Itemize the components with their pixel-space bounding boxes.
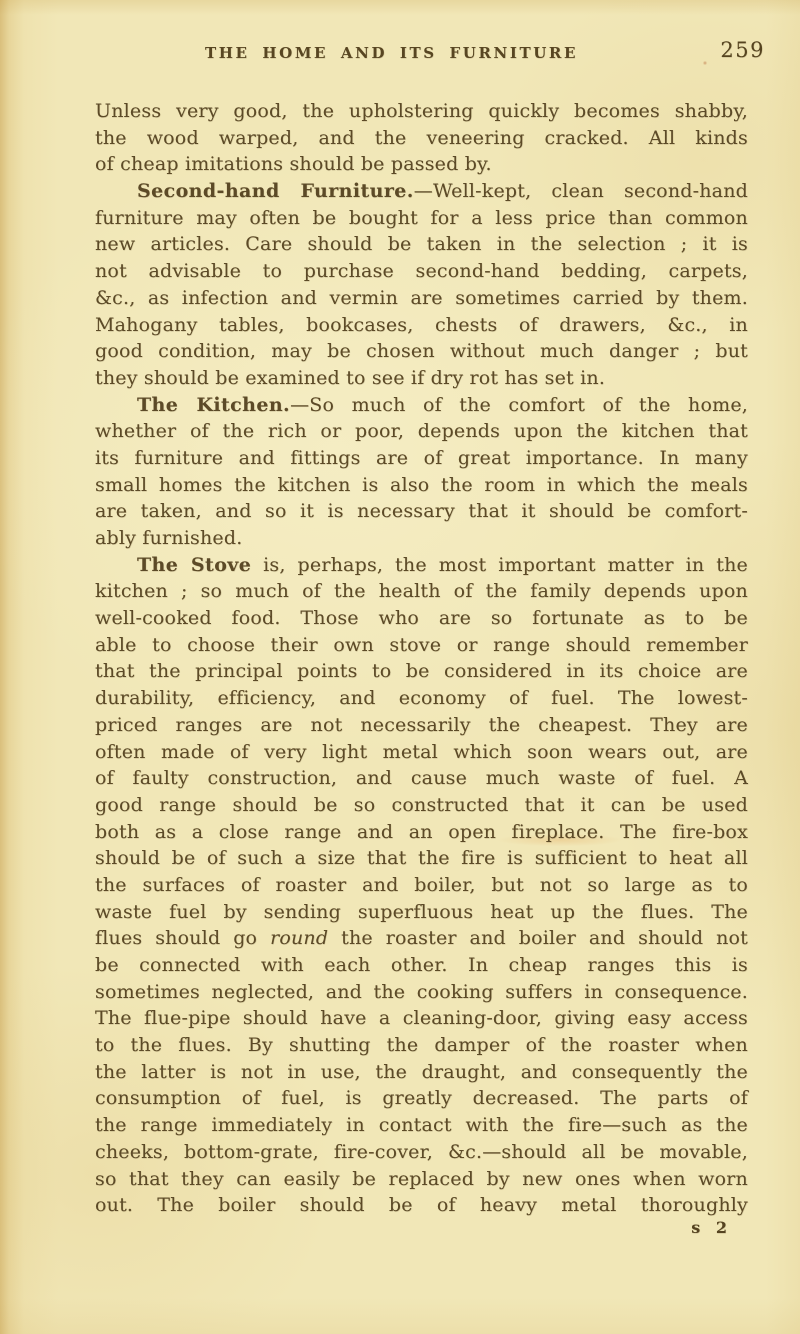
paragraph-lead: The Stove: [137, 553, 252, 576]
running-title: THE HOME AND ITS FURNITURE: [205, 44, 578, 62]
text-segment: whether of the rich or poor, depends upon the kitchen that: [95, 420, 748, 443]
text-segment: that the principal points to be considered in its choice are: [95, 660, 748, 683]
text-line: [95, 498, 748, 525]
paragraph: [95, 178, 748, 392]
text-line: [95, 578, 748, 605]
text-segment: out. The boiler should be of heavy metal thoroughly: [95, 1194, 748, 1217]
text-segment: Unless very good, the upholstering quickly becomes shabby,: [95, 100, 748, 122]
text-segment: consumption of fuel, is greatly decreased. The parts of: [95, 1087, 748, 1110]
text-line: [95, 739, 748, 766]
text-line: [95, 899, 748, 926]
text-segment: the roaster and boiler and should not: [328, 927, 748, 950]
text-segment: of faulty construction, and cause much waste of fuel. A: [95, 767, 748, 790]
page-header: [95, 38, 765, 74]
text-line: [95, 605, 748, 632]
text-segment: ably furnished.: [95, 527, 243, 549]
text-line: [95, 685, 748, 712]
text-line: [95, 472, 748, 499]
text-segment: the wood warped, and the veneering cracked. All kinds: [95, 126, 748, 149]
text-segment: able to choose their own stove or range should remember: [95, 633, 748, 656]
text-segment: The flue-pipe should have a cleaning-door, giving easy access: [95, 1007, 748, 1030]
text-line: [95, 125, 748, 152]
text-segment: new articles. Care should be taken in the selection ; it is: [95, 233, 748, 256]
emphasis-word: round: [270, 927, 329, 950]
text-line: [95, 1059, 748, 1086]
text-segment: Mahogany tables, bookcases, chests of drawers, &c., in: [95, 313, 748, 336]
text-line: [95, 525, 748, 552]
text-segment: so that they can easily be replaced by new ones when worn: [95, 1167, 748, 1190]
text-line: [95, 151, 748, 178]
paragraph: [95, 392, 748, 552]
text-line: [95, 338, 748, 365]
text-segment: priced ranges are not necessarily the cheapest. They are: [95, 713, 748, 736]
text-line: [95, 285, 748, 312]
text-segment: durability, efficiency, and economy of fuel. The lowest-: [95, 687, 748, 710]
text-segment: are taken, and so it is necessary that it should be comfort-: [95, 500, 748, 523]
paragraph-lead: Second-hand Furniture.: [137, 180, 414, 203]
signature-mark: s 2: [691, 1218, 732, 1237]
text-segment: of cheap imitations should be passed by.: [95, 153, 492, 176]
text-line: [95, 1032, 748, 1059]
text-segment: not advisable to purchase second-hand bedding, carpets,: [95, 260, 748, 283]
text-segment: be connected with each other. In cheap ranges this is: [95, 954, 748, 976]
text-segment: kitchen ; so much of the health of the family depends upon: [95, 580, 748, 603]
text-line: [95, 765, 748, 792]
text-segment: flues should go: [95, 927, 271, 950]
text-segment: furniture may often be bought for a less price than common: [95, 206, 748, 229]
text-line: [95, 392, 748, 419]
text-segment: the latter is not in use, the draught, and consequently the: [95, 1060, 748, 1083]
text-line: [95, 1005, 748, 1032]
text-segment: good condition, may be chosen without much danger ; but: [95, 340, 748, 363]
text-block: [95, 98, 748, 1219]
text-segment: the range immediately in contact with the fire—such as the: [95, 1114, 748, 1137]
text-segment: small homes the kitchen is also the room in which the meals: [95, 473, 748, 496]
text-segment: is, perhaps, the most important matter in the: [251, 553, 748, 576]
text-line: [95, 445, 748, 472]
text-line: [95, 792, 748, 819]
text-segment: its furniture and fittings are of great importance. In many: [95, 446, 748, 469]
text-line: [95, 1139, 748, 1166]
text-segment: &c., as infection and vermin are sometimes carried by them.: [95, 286, 748, 309]
text-line: [95, 845, 748, 872]
paragraph-lead: The Kitchen.: [137, 393, 291, 416]
text-line: [95, 952, 748, 979]
text-segment: they should be examined to see if dry rot has set in.: [95, 366, 606, 389]
text-line: [95, 1166, 748, 1193]
text-line: [95, 231, 748, 258]
text-segment: often made of very light metal which soon wears out, are: [95, 740, 748, 763]
text-line: [95, 312, 748, 339]
page-number: 259: [720, 38, 765, 62]
text-line: [95, 712, 748, 739]
text-line: [95, 178, 748, 205]
text-line: [95, 258, 748, 285]
text-line: [95, 632, 748, 659]
text-line: [95, 205, 748, 232]
text-segment: sometimes neglected, and the cooking suffers in consequence.: [95, 980, 748, 1003]
text-segment: well-cooked food. Those who are so fortunate as to be: [95, 607, 748, 630]
text-line: [95, 1112, 748, 1139]
text-line: [95, 819, 748, 846]
text-segment: —Well-kept, clean second-hand: [413, 180, 748, 203]
text-segment: cheeks, bottom-grate, fire-cover, &c.—should all be movable,: [95, 1140, 748, 1163]
text-line: [95, 365, 748, 392]
text-line: [95, 552, 748, 579]
paragraph: [95, 552, 748, 1219]
text-line: [95, 418, 748, 445]
text-line: [95, 1085, 748, 1112]
text-line: [95, 925, 748, 952]
text-segment: both as a close range and an open fireplace. The fire-box: [95, 820, 748, 843]
text-segment: should be of such a size that the fire is sufficient to heat all: [95, 847, 748, 870]
text-line: [95, 658, 748, 685]
text-segment: —So much of the comfort of the home,: [290, 393, 748, 416]
text-segment: waste fuel by sending superfluous heat up the flues. The: [95, 900, 748, 923]
text-line: [95, 872, 748, 899]
text-line: [95, 98, 748, 125]
paragraph: [95, 98, 748, 178]
text-line: [95, 1192, 748, 1219]
text-line: [95, 979, 748, 1006]
text-segment: good range should be so constructed that it can be used: [95, 793, 748, 816]
text-segment: to the flues. By shutting the damper of the roaster when: [95, 1034, 748, 1057]
text-segment: the surfaces of roaster and boiler, but not so large as to: [95, 873, 748, 896]
